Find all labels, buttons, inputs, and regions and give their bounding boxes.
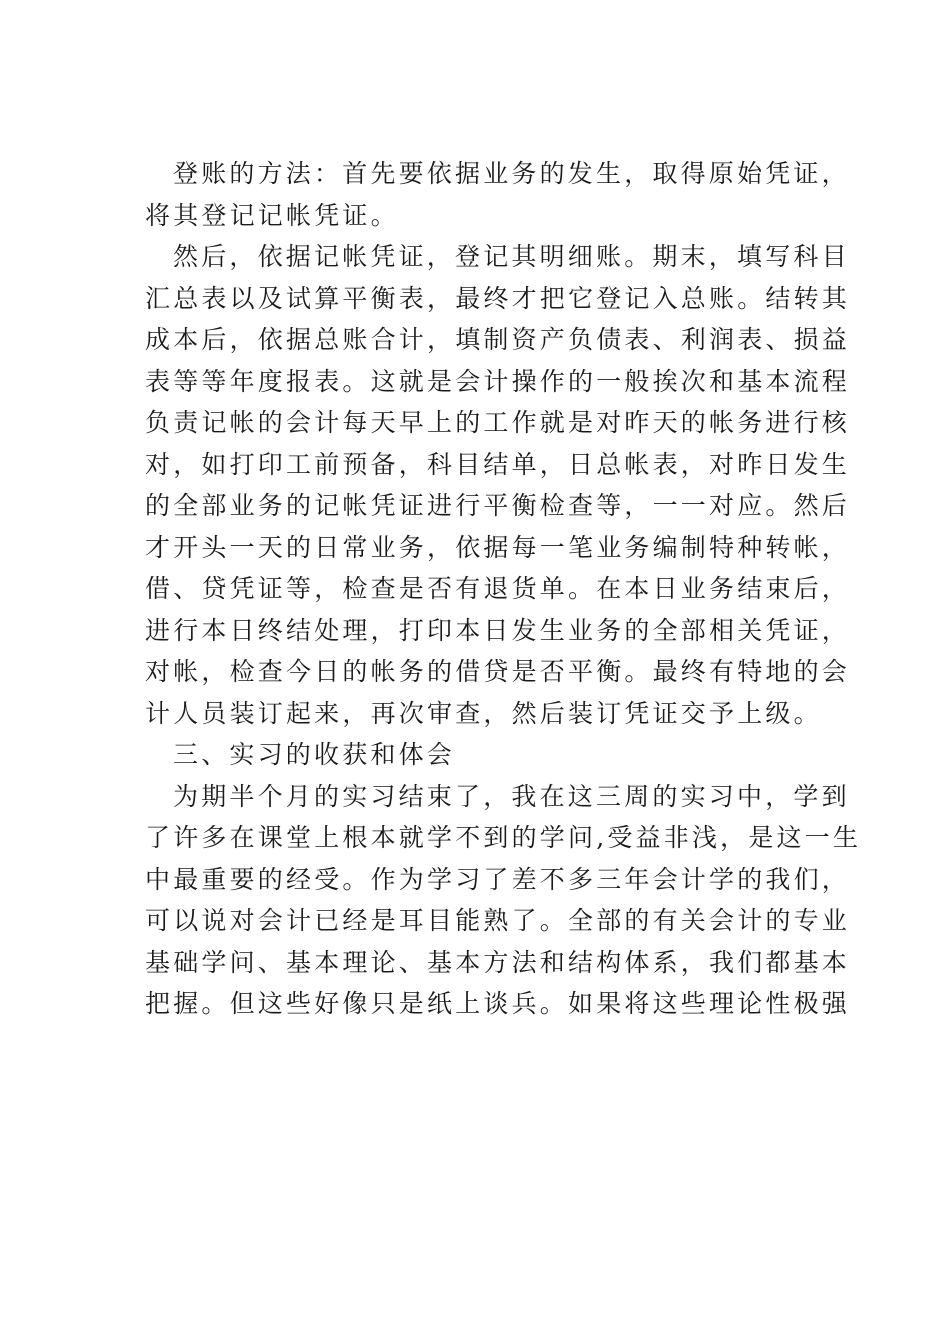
text-line: 成本后，依据总账合计，填制资产负债表、利润表、损益	[145, 325, 851, 354]
text-line: 为期半个月的实习结束了，我在这三周的实习中，学到	[173, 781, 850, 811]
text-line: 把握。但这些好像只是纸上谈兵。如果将这些理论性极强	[145, 989, 851, 1018]
text-line: 基础学问、基本理论、基本方法和结构体系，我们都基本	[145, 947, 851, 977]
text-line: 进行本日终结处理，打印本日发生业务的全部相关凭证，	[145, 615, 851, 645]
text-line: 对，如打印工前预备，科目结单，日总帐表，对昨日发生	[145, 449, 851, 479]
text-line: 登账的方法：首先要依据业务的发生，取得原始凭证，	[173, 159, 850, 188]
text-line: 中最重要的经受。作为学习了差不多三年会计学的我们，	[145, 864, 851, 894]
text-line: 负责记帐的会计每天早上的工作就是对昨天的帐务进行核	[145, 408, 851, 437]
text-line: 将其登记记帐凭证。	[145, 200, 399, 230]
text-line: 才开头一天的日常业务，依据每一笔业务编制特种转帐，	[145, 532, 851, 562]
text-line: 借、贷凭证等，检查是否有退货单。在本日业务结束后，	[145, 574, 851, 603]
text-line: 表等等年度报表。这就是会计操作的一般挨次和基本流程	[145, 366, 851, 396]
text-line: 计人员装订起来，再次审查，然后装订凭证交予上级。	[145, 698, 822, 728]
body-text	[145, 153, 862, 1025]
text-line: 了许多在课堂上根本就学不到的学问,受益非浅，是这一生	[145, 823, 862, 852]
text-line: 可以说对会计已经是耳目能熟了。全部的有关会计的专业	[145, 906, 851, 935]
text-line: 的全部业务的记帐凭证进行平衡检查等，一一对应。然后	[145, 491, 851, 520]
text-line: 对帐，检查今日的帐务的借贷是否平衡。最终有特地的会	[145, 657, 851, 686]
text-line: 然后，依据记帐凭证，登记其明细账。期末，填写科目	[173, 242, 850, 271]
text-line: 汇总表以及试算平衡表，最终才把它登记入总账。结转其	[145, 283, 851, 313]
section-heading: 三、实习的收获和体会	[173, 740, 456, 769]
